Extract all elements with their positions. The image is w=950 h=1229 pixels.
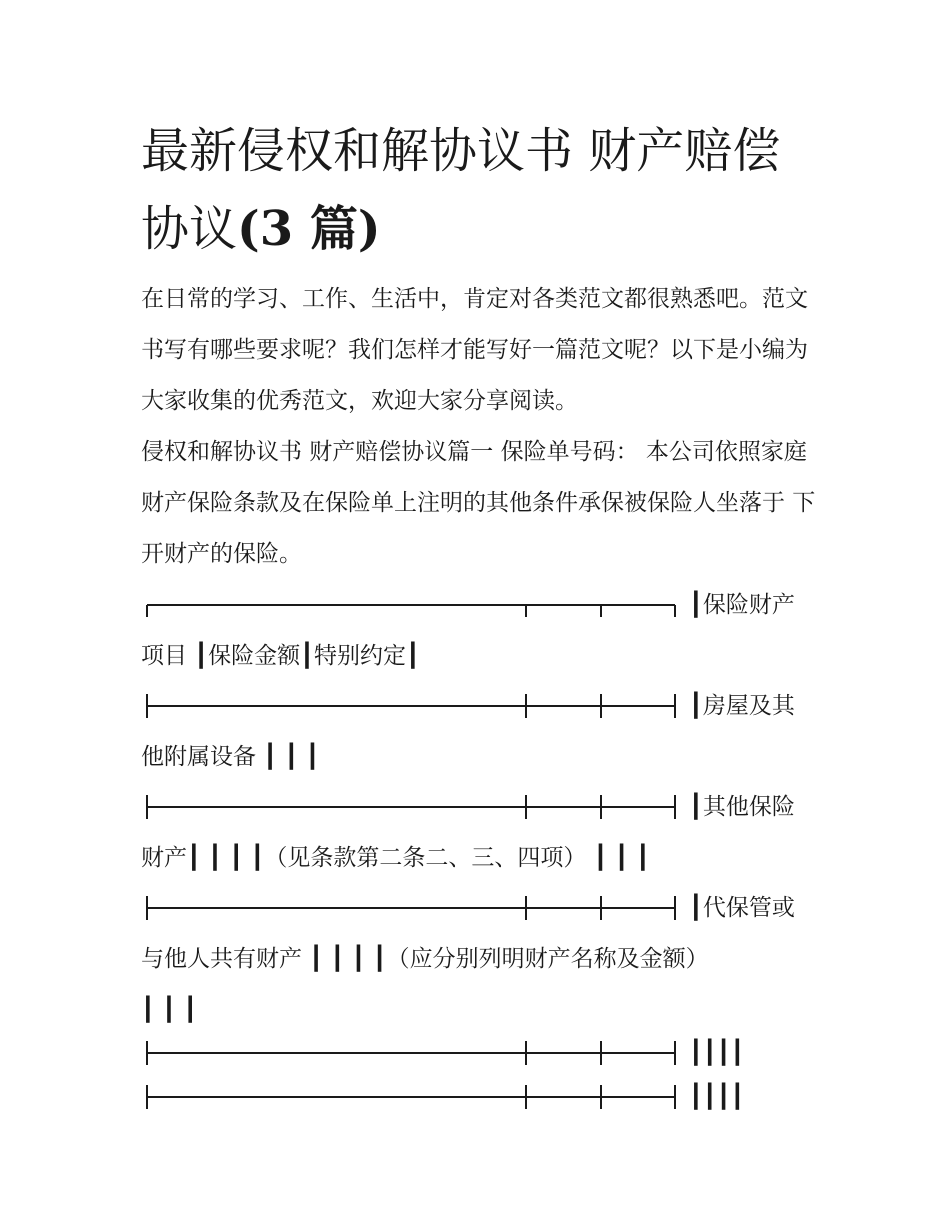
table-row-house-cont: 他附属设备 ┃ ┃ ┃ bbox=[141, 744, 320, 770]
table-top-border bbox=[146, 593, 676, 617]
table-row-divider-1 bbox=[146, 694, 676, 718]
table-row-divider-3 bbox=[146, 896, 676, 920]
table-row-custody-cont: 与他人共有财产 ┃ ┃ ┃ ┃（应分别列明财产名称及金额） bbox=[141, 946, 709, 972]
table-row-other-start: ┃其他保险 bbox=[689, 794, 795, 820]
title-count: (3 篇) bbox=[237, 201, 381, 257]
table-row-divider-2 bbox=[146, 795, 676, 819]
table-row-header-cont: 项目 ┃保险金额┃特别约定┃ bbox=[141, 643, 420, 669]
section-intro-paragraph: 侵权和解协议书 财产赔偿协议篇一 保险单号码： 本公司依照家庭财产保险条款及在保险单上注明的其他条件承保被保险人坐落于 下开财产的保险。 bbox=[141, 439, 816, 567]
intro-paragraph: 在日常的学习、工作、生活中，肯定对各类范文都很熟悉吧。范文书写有哪些要求呢？我们怎样才能写好一篇范文呢？以下是小编为大家收集的优秀范文，欢迎大家分享阅读。 bbox=[141, 286, 808, 414]
title-text: 最新侵权和解协议书 财产赔偿协议 bbox=[141, 123, 781, 257]
table-row-empty-2: ┃┃┃┃ bbox=[689, 1084, 745, 1110]
table-row-empty-1: ┃┃┃┃ bbox=[689, 1040, 745, 1066]
table-row-divider-5 bbox=[146, 1085, 676, 1109]
table-row-divider-4 bbox=[146, 1041, 676, 1065]
table-row-custody-start: ┃代保管或 bbox=[689, 895, 795, 921]
table-row-house-start: ┃房屋及其 bbox=[689, 693, 795, 719]
document-title bbox=[141, 112, 821, 268]
table-row-header-start: ┃保险财产 bbox=[689, 592, 795, 618]
table-row-custody-cont2: ┃ ┃ ┃ bbox=[141, 997, 198, 1023]
table-row-other-cont: 财产┃ ┃ ┃ ┃（见条款第二条二、三、四项） ┃ ┃ ┃ bbox=[141, 845, 650, 871]
